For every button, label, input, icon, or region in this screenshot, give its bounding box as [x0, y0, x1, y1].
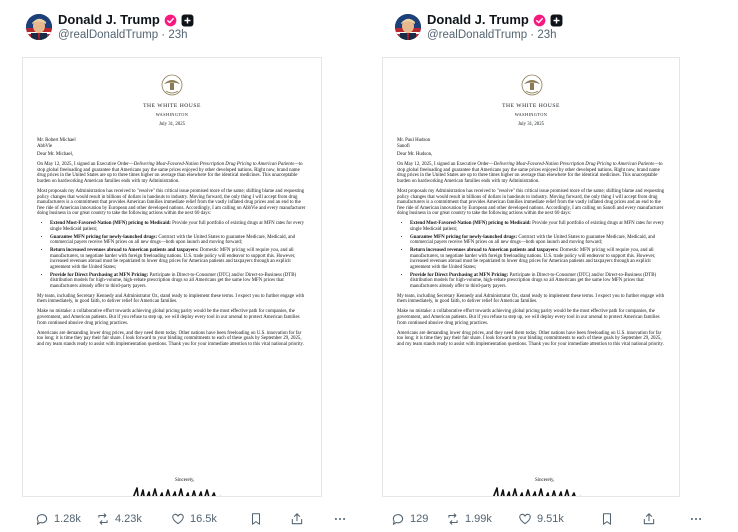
letter-paragraph: On May 12, 2025, I signed an Executive Order—Delivering Most-Favored-Nation Prescription Drug Pricing to American Patients—to stop global freeloading and guarantee that Americans pay the same prices enjoyed by other developed nations. Right now, brand name drug prices in the United States are up to three times higher on average than elsewhere for the identical medicines. This unacceptable burden on hardworking American families ends with my Administration.: [397, 162, 663, 184]
letter-body: [397, 138, 665, 352]
handle-line: [58, 28, 188, 42]
author-handle[interactable]: @realDonaldTrump: [58, 29, 159, 41]
avatar[interactable]: [26, 14, 52, 40]
letter-paragraph: Make no mistake: a collaborative effort towards achieving global pricing parity would be the most effective path for companies, the government, and American patients. But if you refuse to step up, we will deploy every tool in our arsenal to protect American families from continued abusive drug pricing practices.: [397, 309, 660, 326]
bookmark-button[interactable]: [249, 512, 263, 526]
author-name[interactable]: Donald J. Trump: [427, 12, 529, 27]
letter-bullet: • Extend Most-Favored-Nation (MFN) pricing to Medicaid: Provide your full portfolio of existing drugs at MFN rates for every single Medicaid patient;: [410, 221, 665, 232]
reply-button[interactable]: [391, 512, 428, 526]
letterhead-city: WASHINGTON: [514, 112, 548, 117]
repost-icon: [96, 512, 110, 526]
letter-bullet: • Guarantee MFN pricing for newly-launched drugs: Contract with the United States to guarantee Medicare, Medicaid, and commercial payers receive MFN prices on all new drugs—both upon launch and moving forward;: [410, 235, 665, 246]
like-button[interactable]: [518, 512, 564, 526]
add-icon[interactable]: [550, 14, 563, 27]
like-count: 16.5k: [190, 513, 217, 525]
letter-bullet-list: [410, 221, 665, 289]
reply-icon: [35, 512, 49, 526]
reply-icon: [391, 512, 405, 526]
signature-image: [131, 484, 223, 497]
repost-count: 1.99k: [465, 513, 492, 525]
reply-count: 129: [410, 513, 429, 525]
like-button[interactable]: [171, 512, 217, 526]
more-icon[interactable]: [689, 512, 703, 526]
post-time[interactable]: 23h: [537, 29, 557, 41]
bookmark-button[interactable]: [600, 512, 614, 526]
letterhead-title: THE WHITE HOUSE: [143, 103, 201, 109]
presidential-seal-icon: [519, 73, 545, 97]
addressee-org: Sanofi: [397, 143, 410, 149]
post-right: [369, 0, 738, 532]
letter-paragraph: Americans are demanding lower drug prices, and they need them today. Other nations have been freeloading on U.S. innovation for far too long; it is time they pay their fair share. I look forward to your binding commitments to each of these goals by September 29, 2025, and my team stands ready to assist with implementation questions. Thank you for your immediate attention to this vital national priority.: [397, 330, 664, 347]
letter-paragraph: Make no mistake: a collaborative effort towards achieving global pricing parity would be the most effective path for companies, the government, and American patients. But if you refuse to step up, we will deploy every tool in our arsenal to protect American families from continued abusive drug pricing practices.: [37, 309, 300, 326]
repost-icon: [446, 512, 460, 526]
letter-paragraph: Americans are demanding lower drug prices, and they need them today. Other nations have been freeloading on U.S. innovation for far too long; it is time they pay their fair share. I look forward to your binding commitments to each of these goals by September 29, 2025, and my team stands ready to assist with implementation questions. Thank you for your immediate attention to this vital national priority.: [37, 330, 304, 347]
author-handle[interactable]: @realDonaldTrump: [427, 29, 528, 41]
letter-paragraph: Most proposals my Administration has received to "resolve" this critical issue promised more of the same; shifting blame and requesting policy changes that would result in billions of dollars in handouts to industry. Moving forward, the only thing I will accept from drug manufacturers is a commitment that provides American families immediate relief from the vastly inflated drug prices and an end to the free ride of American innovation by European and other developed nations. Accordingly, I am calling on AbbVie and every manufacturer doing business in our great country to take the following actions within the next 60 days:: [37, 188, 306, 217]
author-name-line: [58, 12, 194, 28]
addressee-name: Mr. Robert Michael: [37, 138, 76, 143]
letter-bullet: • Return increased revenues abroad to American patients and taxpayers: Domestic MFN pricing will require you, and all manufacturers, to negotiate harder with foreign freeloading nations. U.S. trade policy will endeavor to support this. However, increased revenues abroad must be repatriated to lower drug prices for American patients and taxpayers through an explicit agreement with the United States;: [50, 248, 307, 270]
letter-paragraph: On May 12, 2025, I signed an Executive Order—Delivering Most-Favored-Nation Prescription Drug Pricing to American Patients—to stop global freeloading and guarantee that Americans pay the same prices enjoyed by other developed nations. Right now, brand name drug prices in the United States are up to three times higher on average than elsewhere for the identical medicines. This unacceptable burden on hardworking American families ends with my Administration.: [37, 162, 303, 184]
letter-bullet: • Extend Most-Favored-Nation (MFN) pricing to Medicaid: Provide your full portfolio of existing drugs at MFN rates for every single Medicaid patient;: [50, 221, 307, 232]
closing: Sincerely,: [535, 478, 555, 483]
reply-count: 1.28k: [54, 513, 81, 525]
letter-date: July 31, 2025: [518, 122, 544, 127]
letter-paragraph: Most proposals my Administration has received to "resolve" this critical issue promised more of the same; shifting blame and requesting policy changes that would result in billions of dollars in handouts to industry. Moving forward, the only thing I will accept from drug manufacturers is a commitment that provides American families immediate relief from the vastly inflated drug prices and an end to the free ride of American innovation by European and other developed nations. Accordingly, I am calling on Sanofi and every manufacturer doing business in our great country to take the following actions within the next 60 days:: [397, 188, 665, 217]
separator-dot: ·: [161, 29, 166, 41]
letter-bullet: • Provide for Direct Purchasing at MFN Pricing: Participate in Direct-to-Consumer (DTC) and/or Direct-to-Business (DTB) distribution models for high-volume, high-rebate prescription drugs so all Americans get the same low MFN prices that manufacturers already offer to third-party payers.: [410, 273, 665, 290]
author-name-line: [427, 12, 563, 28]
post-time[interactable]: 23h: [168, 29, 188, 41]
heart-icon: [518, 512, 532, 526]
heart-icon: [171, 512, 185, 526]
more-icon[interactable]: [333, 512, 347, 526]
closing: Sincerely,: [175, 478, 195, 483]
letter-bullet: • Provide for Direct Purchasing at MFN Pricing: Participate in Direct-to-Consumer (DTC) and/or Direct-to-Business (DTB) distribution models for high-volume, high-rebate prescription drugs so all Americans get the same low MFN prices that manufacturers already offer to third-party payers.: [50, 273, 307, 290]
verified-badge-icon: [533, 14, 546, 27]
letter-date: July 31, 2025: [159, 122, 185, 127]
share-icon: [290, 512, 304, 526]
author-name[interactable]: Donald J. Trump: [58, 12, 160, 27]
bookmark-icon: [249, 512, 263, 526]
letter-paragraph: My team, including Secretary Kennedy and Administrator Oz, stand ready to implement these terms. I expect you to further engage with them immediately, in good faith, to deliver relief for American families.: [37, 293, 305, 305]
letter-bullet: • Guarantee MFN pricing for newly-launched drugs: Contract with the United States to guarantee Medicare, Medicaid, and commercial payers receive MFN prices on all new drugs—both upon launch and moving forward;: [50, 235, 307, 246]
share-icon: [642, 512, 656, 526]
letter-bullet-list: [50, 221, 307, 289]
repost-count: 4.23k: [115, 513, 142, 525]
bookmark-icon: [600, 512, 614, 526]
letter-image[interactable]: [382, 57, 680, 497]
letter-body: [37, 138, 307, 352]
letter-bullet: • Return increased revenues abroad to American patients and taxpayers: Domestic MFN pricing will require you, and all manufacturers, to negotiate harder with foreign freeloading nations. U.S. trade policy will endeavor to support this. However, increased revenues abroad must be repatriated to lower drug prices for American patients and taxpayers through an explicit agreement with the United States;: [410, 248, 665, 270]
separator-dot: ·: [530, 29, 535, 41]
add-icon[interactable]: [181, 14, 194, 27]
presidential-seal-icon: [159, 73, 185, 97]
letterhead-title: THE WHITE HOUSE: [502, 103, 560, 109]
letter-image[interactable]: [22, 57, 322, 497]
letterhead-city: WASHINGTON: [155, 112, 189, 117]
share-button[interactable]: [642, 512, 656, 526]
action-bar: [0, 512, 369, 532]
like-count: 9.51k: [537, 513, 564, 525]
addressee-name: Mr. Paul Hudson: [397, 138, 431, 143]
handle-line: [427, 28, 557, 42]
reply-button[interactable]: [35, 512, 81, 526]
action-bar: [369, 512, 738, 532]
repost-button[interactable]: [96, 512, 142, 526]
signature-image: [491, 484, 583, 497]
salutation: Dear Mr. Hudson,: [397, 152, 433, 158]
letter-paragraph: My team, including Secretary Kennedy and Administrator Oz, stand ready to implement these terms. I expect you to further engage with them immediately, in good faith, to deliver relief for American families.: [397, 293, 665, 305]
addressee-org: AbbVie: [37, 143, 53, 149]
salutation: Dear Mr. Michael,: [37, 152, 74, 158]
share-button[interactable]: [290, 512, 304, 526]
repost-button[interactable]: [446, 512, 492, 526]
avatar[interactable]: [395, 14, 421, 40]
verified-badge-icon: [164, 14, 177, 27]
